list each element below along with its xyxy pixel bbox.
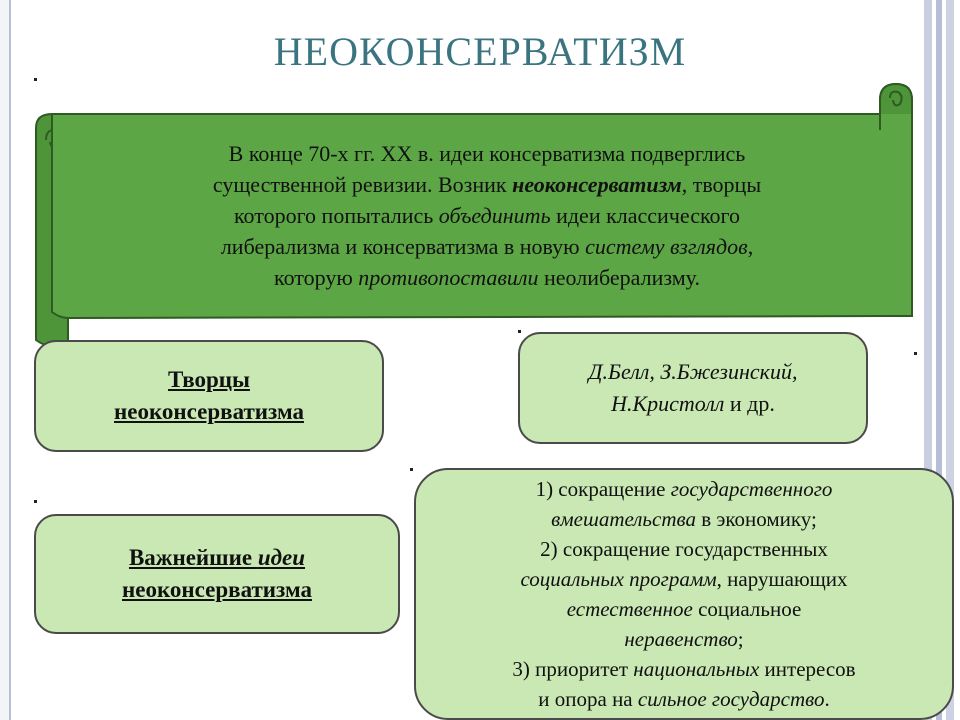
idea-line: социальных программ, нарушающих xyxy=(520,567,848,591)
idea-line: естественное социальное xyxy=(566,597,802,621)
idea-line: и опора на сильное государство. xyxy=(538,687,830,711)
scroll-line: которую противопоставили неолиберализму. xyxy=(274,265,700,290)
ideas-label: Важнейшие идеи неоконсерватизма xyxy=(122,545,312,602)
ideas-label-box xyxy=(34,514,400,634)
ideas-list-box xyxy=(414,468,954,720)
authors-box xyxy=(518,332,868,444)
scroll-line: В конце 70-х гг. XX в. идеи консерватизма подверглись xyxy=(228,141,746,166)
scroll-line: которого попытались объединить идеи классического xyxy=(233,203,741,228)
decor-dot xyxy=(34,500,37,503)
scroll-text xyxy=(82,138,892,293)
decor-dot xyxy=(410,468,413,471)
idea-line: 3) приоритет национальных интересов xyxy=(512,657,856,681)
creators-label: Творцы неоконсерватизма xyxy=(114,367,304,424)
idea-line: неравенство; xyxy=(624,627,744,651)
idea-line: 2) сокращение государственных xyxy=(540,537,828,561)
scroll-line: существенной ревизии. Возник неоконсерватизм, творцы xyxy=(212,172,762,197)
scroll-line: либерализма и консерватизма в новую систему взглядов, xyxy=(220,234,754,259)
creators-label-box xyxy=(34,340,384,452)
authors-text: Д.Белл, З.Бжезинский, Н.Кристолл и др. xyxy=(588,359,798,416)
page-title: НЕОКОНСЕРВАТИЗМ xyxy=(273,29,687,74)
idea-line: 1) сокращение государственного xyxy=(535,477,833,501)
idea-line: вмешательства в экономику; xyxy=(551,507,817,531)
